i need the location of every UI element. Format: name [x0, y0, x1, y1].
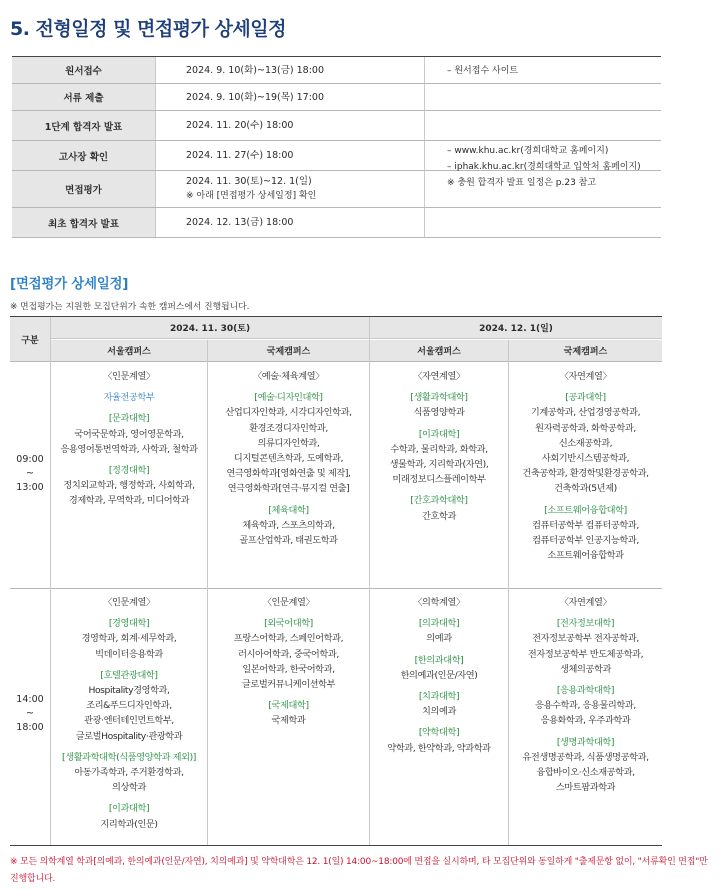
college-group	[208, 698, 369, 728]
department-line: 아동가족학과, 주거환경학과,	[74, 767, 184, 779]
category-label: 〈자연계열〉	[559, 597, 612, 608]
pm-tilde: ~	[26, 708, 34, 719]
college-title: [국제대학]	[268, 700, 309, 712]
category-label: 〈자연계열〉	[559, 371, 612, 382]
college-title: 자율전공학부	[103, 392, 155, 404]
schedule-date	[156, 171, 425, 207]
col-label: 구분	[10, 317, 50, 361]
college-title: [생활과학대학]	[410, 392, 468, 404]
department-line: 컴퓨터공학부 인공지능학과,	[532, 535, 639, 547]
schedule-date-text: 2024. 9. 10(화)~13(금) 18:00	[186, 64, 325, 76]
am-cell	[51, 369, 207, 515]
department-line: 응용수학과, 응용물리학과,	[535, 700, 636, 712]
department-line: 스마트팜과학과	[555, 782, 616, 794]
department-line: 미래정보디스플레이학부	[392, 474, 486, 486]
college-group	[51, 411, 207, 457]
department-line: 프랑스어학과, 스페인어학과,	[233, 633, 344, 645]
college-title: [이과대학]	[108, 803, 150, 815]
department-line: 생물학과, 지리학과(자연),	[389, 459, 489, 471]
schedule-date-text: 2024. 11. 30(토)~12. 1(일)	[186, 176, 312, 187]
department-line: 의류디자인학과,	[257, 437, 320, 449]
department-line: 러시아어학과, 중국어학과,	[238, 648, 339, 660]
schedule-label: 원서접수	[12, 57, 156, 83]
pm-cell	[51, 595, 207, 838]
footer-note: ※ 모든 의학계열 학과[의예과, 한의예과(인문/자연), 치의예과] 및 약학대학은 12. 1(일) 14:00~18:00에 면접을 실시하며, 타 모집단위와 동일하게 "출제문항 없이, "서류확인 면접"만 진행합니다.	[10, 857, 708, 884]
department-line: 연극영화학과[영화연출 및 제작],	[226, 468, 351, 480]
schedule-label: 최초 합격자 발표	[12, 208, 156, 237]
department-line: 사회기반시스템공학과,	[541, 453, 630, 465]
department-line: 응용화학과, 우주과학과	[540, 715, 631, 727]
college-group	[370, 493, 508, 523]
am-start: 09:00	[16, 454, 44, 465]
college-title: [전자정보대학]	[556, 618, 615, 630]
schedule-table	[12, 56, 661, 238]
schedule-date	[156, 84, 425, 110]
schedule-date	[156, 57, 425, 83]
interview-title: [면접평가 상세일정]	[10, 276, 129, 292]
day1-seoul-header: 서울캠퍼스	[51, 340, 207, 361]
department-line: 관광·엔터테인먼트학부,	[84, 715, 174, 727]
college-group	[509, 616, 662, 677]
category-label: 〈인문계열〉	[103, 371, 155, 382]
schedule-note-line: – www.khu.ac.kr(경희대학교 홈페이지)	[447, 146, 609, 156]
am-end: 13:00	[16, 482, 44, 493]
college-title: [생활과학대학(식품영양학과 제외)]	[62, 751, 196, 763]
college-group	[208, 390, 369, 496]
department-line: 의상학과	[112, 782, 146, 794]
department-line: 조리&푸드디자인학과,	[86, 700, 172, 712]
department-line: 전자정보공학부 전자공학과,	[532, 633, 639, 645]
college-title: [체육대학]	[268, 504, 309, 516]
department-line: 골프산업학과, 태권도학과	[239, 535, 338, 547]
college-title: [예술·디자인대학]	[254, 392, 323, 404]
pm-cell	[509, 595, 662, 801]
college-title: [공과대학]	[565, 392, 606, 404]
college-title: [응용과학대학]	[556, 685, 615, 697]
college-group	[208, 503, 369, 549]
department-line: 체육학과, 스포츠의학과,	[242, 519, 335, 531]
college-title: [문과대학]	[108, 413, 150, 425]
department-line: 원자력공학과, 화학공학과,	[535, 422, 636, 434]
college-title: [약학대학]	[418, 727, 460, 739]
interview-table	[10, 316, 662, 846]
schedule-date-sub: ※ 아래 [면접평가 상세일정] 확인	[186, 191, 317, 201]
department-line: 간호학과	[422, 510, 456, 522]
department-line: 정치외교학과, 행정학과, 사회학과,	[63, 480, 195, 492]
page-title: 5. 전형일정 및 면접평가 상세일정	[10, 18, 286, 40]
divider	[437, 83, 661, 84]
department-line: 생체의공학과	[560, 663, 611, 675]
schedule-date	[156, 141, 425, 170]
schedule-date-text: 2024. 9. 10(화)~19(목) 17:00	[186, 91, 325, 103]
am-time	[10, 453, 50, 495]
divider	[10, 588, 662, 589]
pm-start: 14:00	[16, 694, 44, 705]
department-line: 국어국문학과, 영어영문학과,	[74, 428, 184, 440]
college-group	[509, 735, 662, 796]
am-cell	[208, 369, 369, 554]
divider	[10, 361, 662, 362]
interview-note: ※ 면접평가는 지원한 모집단위가 속한 캠퍼스에서 진행됩니다.	[10, 302, 250, 312]
college-group	[370, 427, 508, 488]
department-line: 한의예과(인문/자연)	[400, 669, 478, 681]
college-title: [의과대학]	[418, 618, 460, 630]
college-title: [정경대학]	[108, 465, 150, 477]
department-line: 기계공학과, 산업경영공학과,	[530, 407, 641, 419]
category-label: 〈인문계열〉	[103, 597, 155, 608]
department-line: 전자정보공학부 반도체공학과,	[527, 648, 644, 660]
college-title: [치과대학]	[418, 691, 460, 703]
department-line: 신소재공학과,	[558, 437, 613, 449]
pm-end: 18:00	[16, 722, 44, 733]
college-group	[51, 801, 207, 831]
day2-global-header: 국제캠퍼스	[509, 340, 662, 361]
department-line: 지리학과(인문)	[100, 818, 158, 830]
department-line: Hospitality경영학과,	[88, 685, 170, 697]
department-line: 의예과	[426, 633, 452, 645]
college-title: [간호과학대학]	[410, 495, 468, 507]
college-group	[370, 689, 508, 719]
department-line: 건축공학과, 환경학및환경공학과,	[522, 468, 649, 480]
note-apply-site: – 원서접수 사이트	[447, 66, 519, 76]
schedule-label: 면접평가	[12, 171, 156, 207]
department-line: 유전생명공학과, 식품생명공학과,	[522, 751, 649, 763]
college-group	[208, 616, 369, 692]
schedule-date	[156, 208, 425, 237]
am-tilde: ~	[26, 468, 34, 479]
department-line: 응용영어통번역학과, 사학과, 철학과	[60, 443, 198, 455]
college-group	[370, 725, 508, 755]
college-group	[370, 653, 508, 683]
schedule-note	[437, 57, 661, 238]
department-line: 치의예과	[422, 706, 456, 718]
department-line: 컴퓨터공학부 컴퓨터공학과,	[532, 519, 639, 531]
day1-global-header: 국제캠퍼스	[208, 340, 369, 361]
schedule-date	[156, 111, 425, 140]
department-line: 건축학과(5년제)	[554, 483, 617, 495]
department-line: 경영학과, 회계·세무학과,	[81, 633, 177, 645]
department-line: 소프트웨어융합학과	[547, 550, 624, 562]
department-line: 수학과, 물리학과, 화학과,	[390, 443, 488, 455]
college-group	[509, 390, 662, 496]
schedule-date-text: 2024. 11. 20(수) 18:00	[186, 120, 294, 131]
department-line: 연극영화학과[연극·뮤지컬 연출]	[227, 483, 350, 495]
schedule-date-text: 2024. 12. 13(금) 18:00	[186, 217, 294, 228]
schedule-label: 1단계 합격자 발표	[12, 111, 156, 140]
department-line: 식품영양학과	[413, 407, 465, 419]
department-line: 경제학과, 무역학과, 미디어학과	[68, 495, 190, 507]
college-title: [이과대학]	[418, 428, 460, 440]
department-line: 환경조경디자인학과,	[249, 422, 328, 434]
college-group	[370, 616, 508, 646]
day2-header: 2024. 12. 1(일)	[370, 317, 662, 339]
department-line: 글로벌Hospitality·관광학과	[75, 730, 183, 742]
college-group	[51, 463, 207, 509]
college-group	[51, 750, 207, 796]
am-cell	[370, 369, 508, 530]
category-label: 〈인문계열〉	[262, 597, 315, 608]
department-line: 융합바이오·신소재공학과,	[536, 767, 635, 779]
department-line: 국제학과	[271, 715, 306, 727]
college-group	[51, 390, 207, 405]
department-line: 약학과, 한약학과, 약과학과	[387, 742, 491, 754]
department-line: 빅데이터응용학과	[95, 648, 163, 660]
schedule-note-line: – iphak.khu.ac.kr(경희대학교 입학처 홈페이지)	[447, 162, 641, 172]
pm-time	[10, 693, 50, 735]
college-title: [생명과학대학]	[556, 736, 615, 748]
day1-header: 2024. 11. 30(토)	[51, 317, 369, 339]
department-line: 산업디자인학과, 시각디자인학과,	[225, 407, 352, 419]
category-label: 〈예술·체육계열〉	[253, 371, 324, 382]
college-group	[51, 668, 207, 744]
college-group	[51, 616, 207, 662]
college-group	[509, 683, 662, 729]
day2-seoul-header: 서울캠퍼스	[370, 340, 508, 361]
college-title: [호텔관광대학]	[100, 669, 158, 681]
pm-cell	[208, 595, 369, 735]
college-group	[509, 503, 662, 564]
department-line: 글로벌커뮤니케이션학부	[241, 679, 336, 691]
am-cell	[509, 369, 662, 569]
schedule-label: 고사장 확인	[12, 141, 156, 170]
schedule-label: 서류 제출	[12, 84, 156, 110]
category-label: 〈의학계열〉	[413, 597, 465, 608]
schedule-note-line: ※ 충원 합격자 발표 일정은 p.23 참고	[447, 178, 597, 188]
department-line: 일본어학과, 한국어학과,	[242, 663, 335, 675]
college-title: [소프트웨어융합대학]	[544, 504, 627, 516]
college-title: [한의과대학]	[414, 654, 464, 666]
department-line: 디지털콘텐츠학과, 도예학과,	[233, 453, 344, 465]
college-title: [외국어대학]	[264, 618, 313, 630]
category-label: 〈자연계열〉	[413, 371, 465, 382]
college-title: [경영대학]	[108, 618, 150, 630]
schedule-date-text: 2024. 11. 27(수) 18:00	[186, 150, 294, 161]
college-group	[370, 390, 508, 420]
pm-cell	[370, 595, 508, 762]
